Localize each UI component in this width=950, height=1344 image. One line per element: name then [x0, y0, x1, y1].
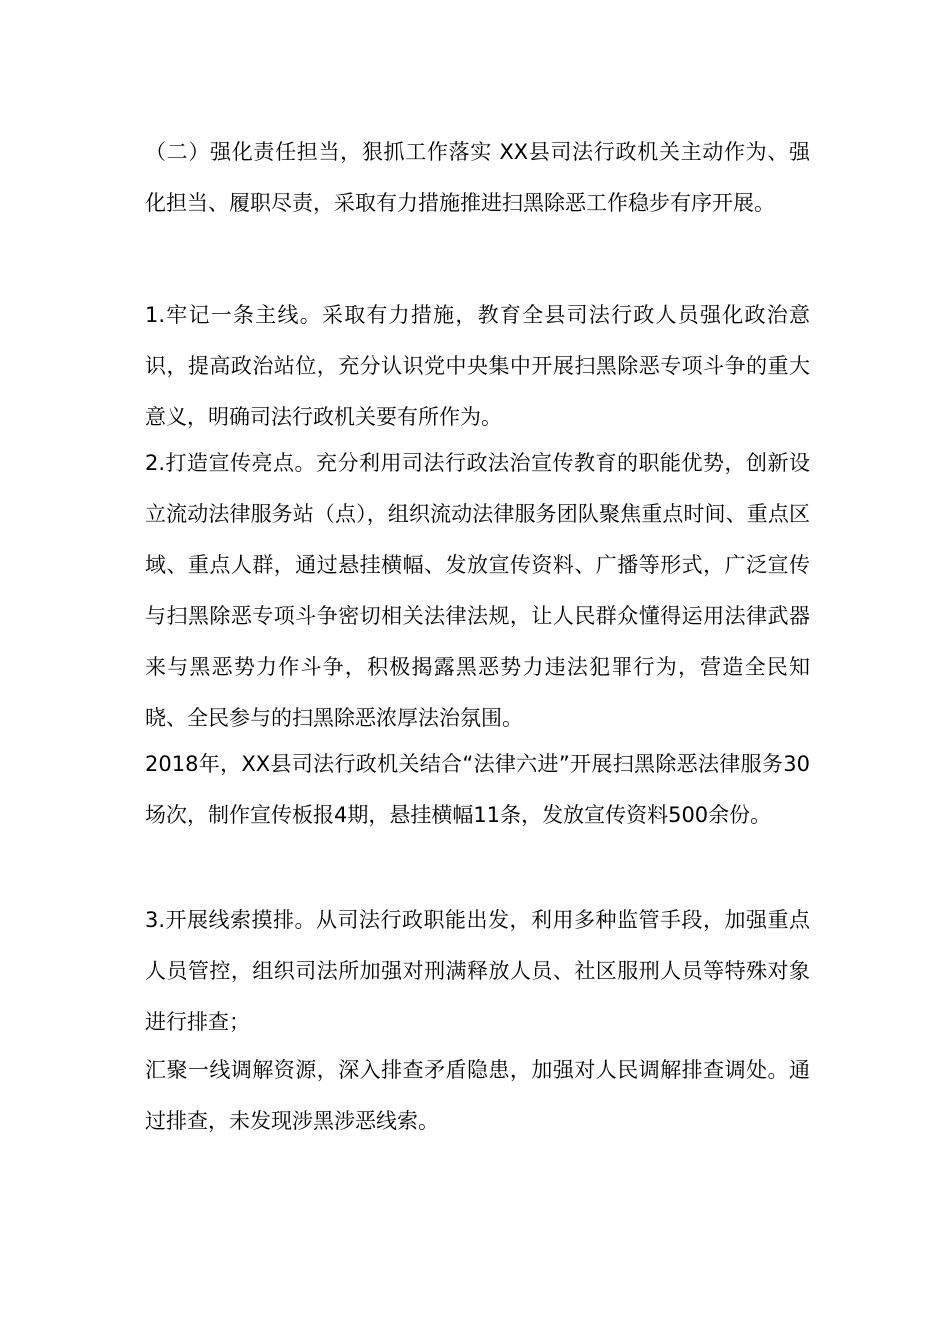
item-3-paragraph: 3.开展线索摸排。从司法行政职能出发，利用多种监管手段，加强重点人员管控，组织司法所加强对刑满释放人员、社区服刑人员等特殊对象进行排查；	[145, 908, 810, 1034]
item-1-paragraph: 1.牢记一条主线。采取有力措施，教育全县司法行政人员强化政治意识，提高政治站位，充分认识党中央集中开展扫黑除恶专项斗争的重大意义，明确司法行政机关要有所作为。	[145, 303, 810, 429]
statistics-paragraph: 2018年，XX县司法行政机关结合“法律六进”开展扫黑除恶法律服务30场次，制作宣传板报4期，悬挂横幅11条，发放宣传资料500余份。	[145, 752, 810, 827]
conclusion-paragraph: 汇聚一线调解资源，深入排查矛盾隐患，加强对人民调解排查调处。通过排查，未发现涉黑涉恶线索。	[145, 1058, 810, 1133]
section-heading-paragraph: （二）强化责任担当，狠抓工作落实 XX县司法行政机关主动作为、强化担当、履职尽责，采取有力措施推进扫黑除恶工作稳步有序开展。	[145, 140, 810, 215]
item-2-paragraph: 2.打造宣传亮点。充分利用司法行政法治宣传教育的职能优势，创新设立流动法律服务站（点），组织流动法律服务团队聚焦重点时间、重点区域、重点人群，通过悬挂横幅、发放宣传资料、广播等形式，广泛宣传与扫黑除恶专项斗争密切相关法律法规，让人民群众懂得运用法律武器来与黑恶势力作斗争，积极揭露黑恶势力违法犯罪行为，营造全民知晓、全民参与的扫黑除恶浓厚法治氛围。	[145, 451, 810, 730]
